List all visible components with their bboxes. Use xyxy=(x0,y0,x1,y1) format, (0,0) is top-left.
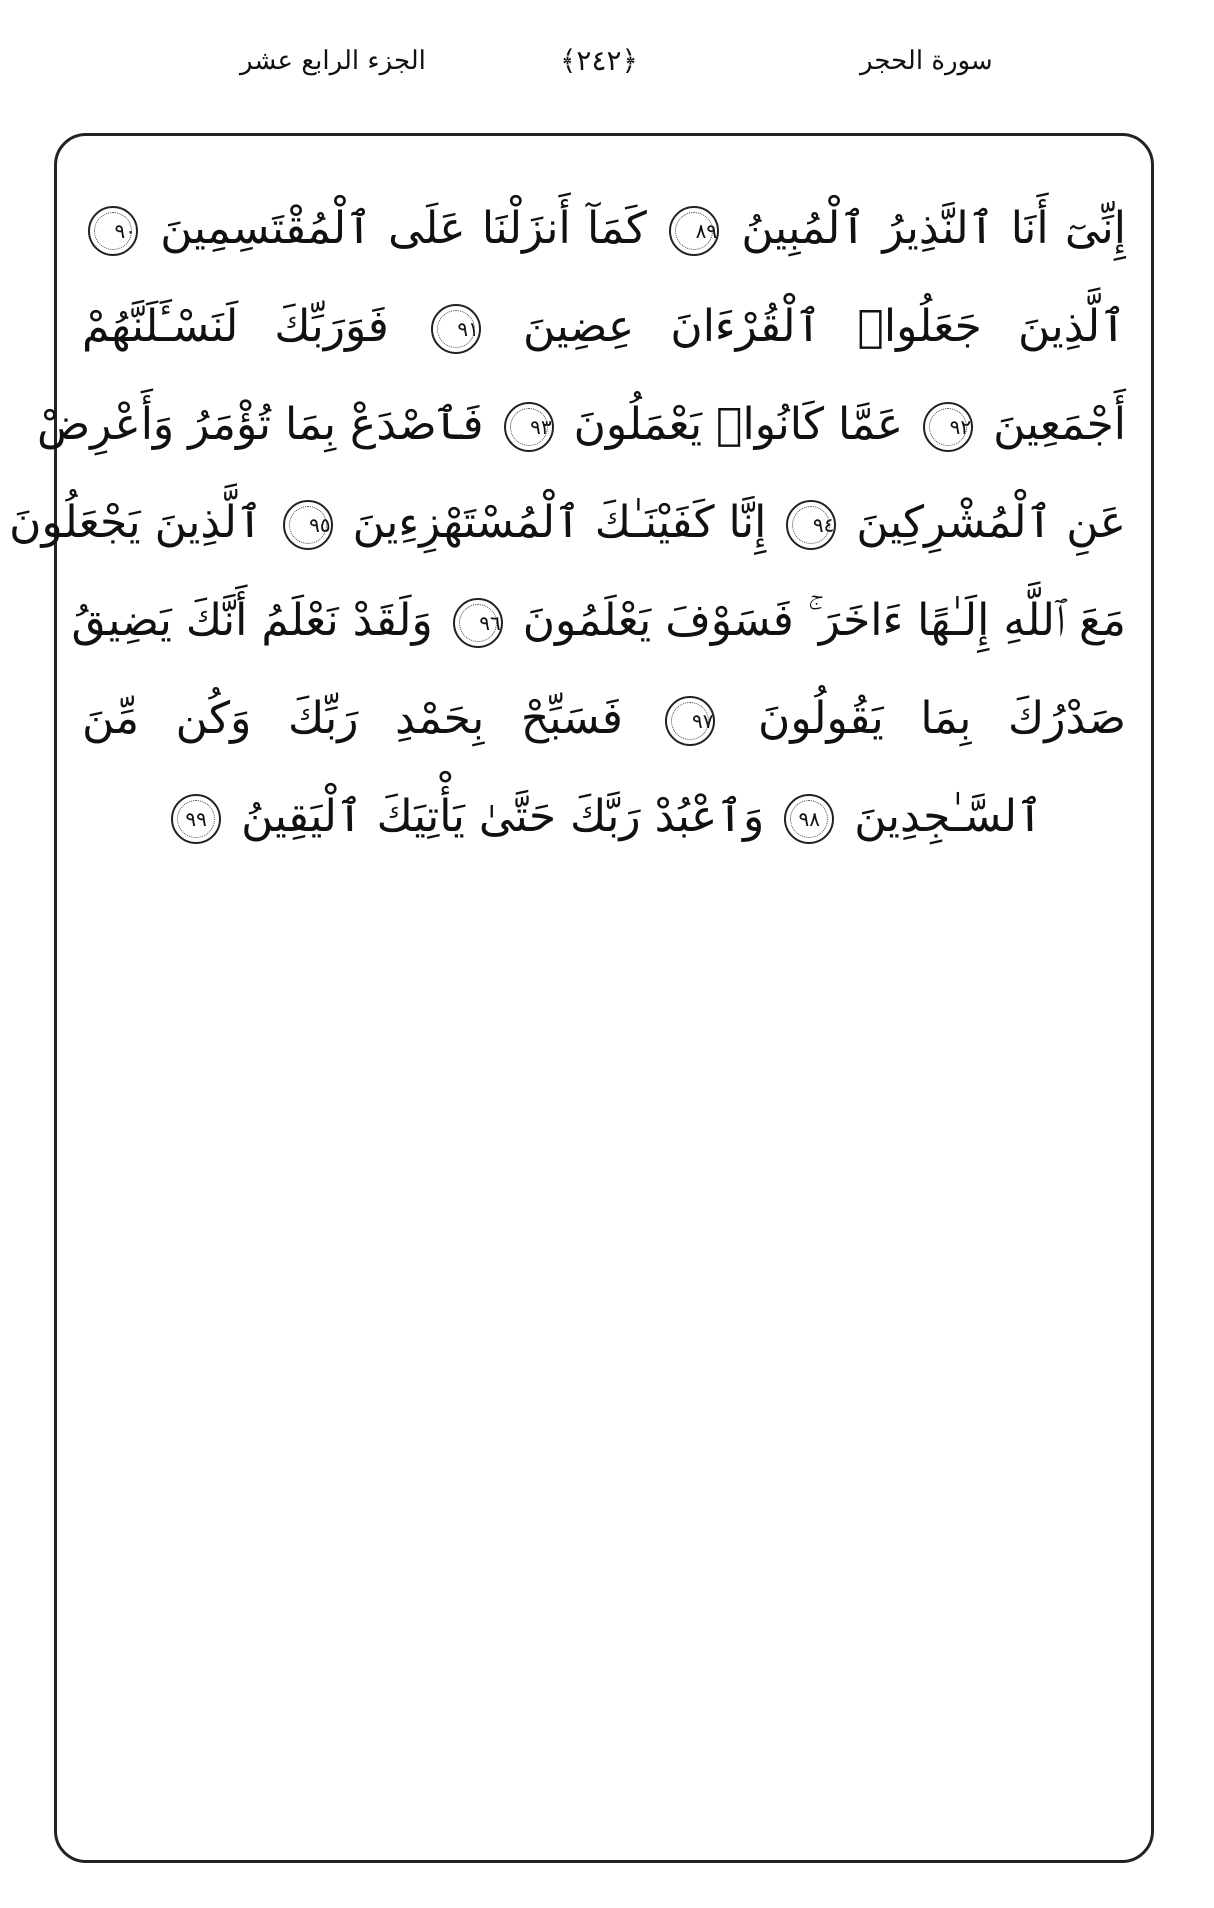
ayah-number-marker: ٩٣ xyxy=(504,402,554,452)
text-line-4 xyxy=(9,474,1154,572)
quran-text-block xyxy=(9,180,1154,866)
juz-label: الجزء الرابع عشر xyxy=(240,46,426,76)
ayah-text: وَٱعْبُدْ رَبَّكَ حَتَّىٰ يَأْتِيَكَ ٱلْيَقِينُ xyxy=(241,791,765,842)
ayah-text: أَجْمَعِينَ xyxy=(993,399,1126,450)
surah-name: سورة الحجر xyxy=(860,46,993,76)
ayah-number-marker: ٩٤ xyxy=(786,500,836,550)
ayah-text: عَنِ ٱلْمُشْرِكِينَ xyxy=(856,497,1126,548)
text-line-5 xyxy=(54,572,1154,670)
text-line-3 xyxy=(36,376,1154,474)
ayah-text: وَلَقَدْ نَعْلَمُ أَنَّكَ يَضِيقُ xyxy=(71,595,433,646)
ayah-text: ٱلَّذِينَ جَعَلُوا۟ ٱلْقُرْءَانَ عِضِينَ xyxy=(523,301,1126,352)
ayah-text: عَمَّا كَانُوا۟ يَعْمَلُونَ xyxy=(573,399,904,450)
ayah-text: ٱلَّذِينَ يَجْعَلُونَ xyxy=(9,497,263,548)
ayah-text: إِنِّىٓ أَنَا ٱلنَّذِيرُ ٱلْمُبِينُ xyxy=(741,203,1126,254)
ayah-text: ٱلسَّـٰجِدِينَ xyxy=(854,791,1043,842)
ayah-number-marker: ٩٠ xyxy=(88,206,138,256)
ayah-number-marker: ٨٩ xyxy=(669,206,719,256)
ayah-text: صَدْرُكَ بِمَا يَقُولُونَ xyxy=(758,693,1126,744)
ayah-number-marker: ٩٩ xyxy=(171,794,221,844)
ayah-number-marker: ٩٨ xyxy=(784,794,834,844)
ayah-text: فَٱصْدَعْ بِمَا تُؤْمَرُ وَأَعْرِضْ xyxy=(36,399,484,450)
ayah-text: إِنَّا كَفَيْنَـٰكَ ٱلْمُسْتَهْزِءِينَ xyxy=(352,497,767,548)
text-line-1 xyxy=(54,180,1154,278)
text-line-6 xyxy=(54,670,1154,768)
ayah-number-marker: ٩٧ xyxy=(665,696,715,746)
text-line-2 xyxy=(54,278,1154,376)
ayah-number-marker: ٩٢ xyxy=(923,402,973,452)
ayah-text: كَمَآ أَنزَلْنَا عَلَى ٱلْمُقْتَسِمِينَ xyxy=(160,203,647,254)
ayah-number-marker: ٩٦ xyxy=(453,598,503,648)
ayah-number-marker: ٩١ xyxy=(431,304,481,354)
ayah-text: فَوَرَبِّكَ لَنَسْـَٔلَنَّهُمْ xyxy=(82,301,389,352)
ayah-text: فَسَبِّحْ بِحَمْدِ رَبِّكَ وَكُن مِّنَ xyxy=(82,693,623,744)
ayah-number-marker: ٩٥ xyxy=(283,500,333,550)
page-number: ﴿٢٤٢﴾ xyxy=(560,44,638,77)
ayah-text: مَعَ ٱللَّهِ إِلَـٰهًا ءَاخَرَ ۚ فَسَوْفَ يَعْلَمُونَ xyxy=(522,595,1126,646)
page-header xyxy=(0,40,1214,90)
text-line-7 xyxy=(54,768,1154,866)
